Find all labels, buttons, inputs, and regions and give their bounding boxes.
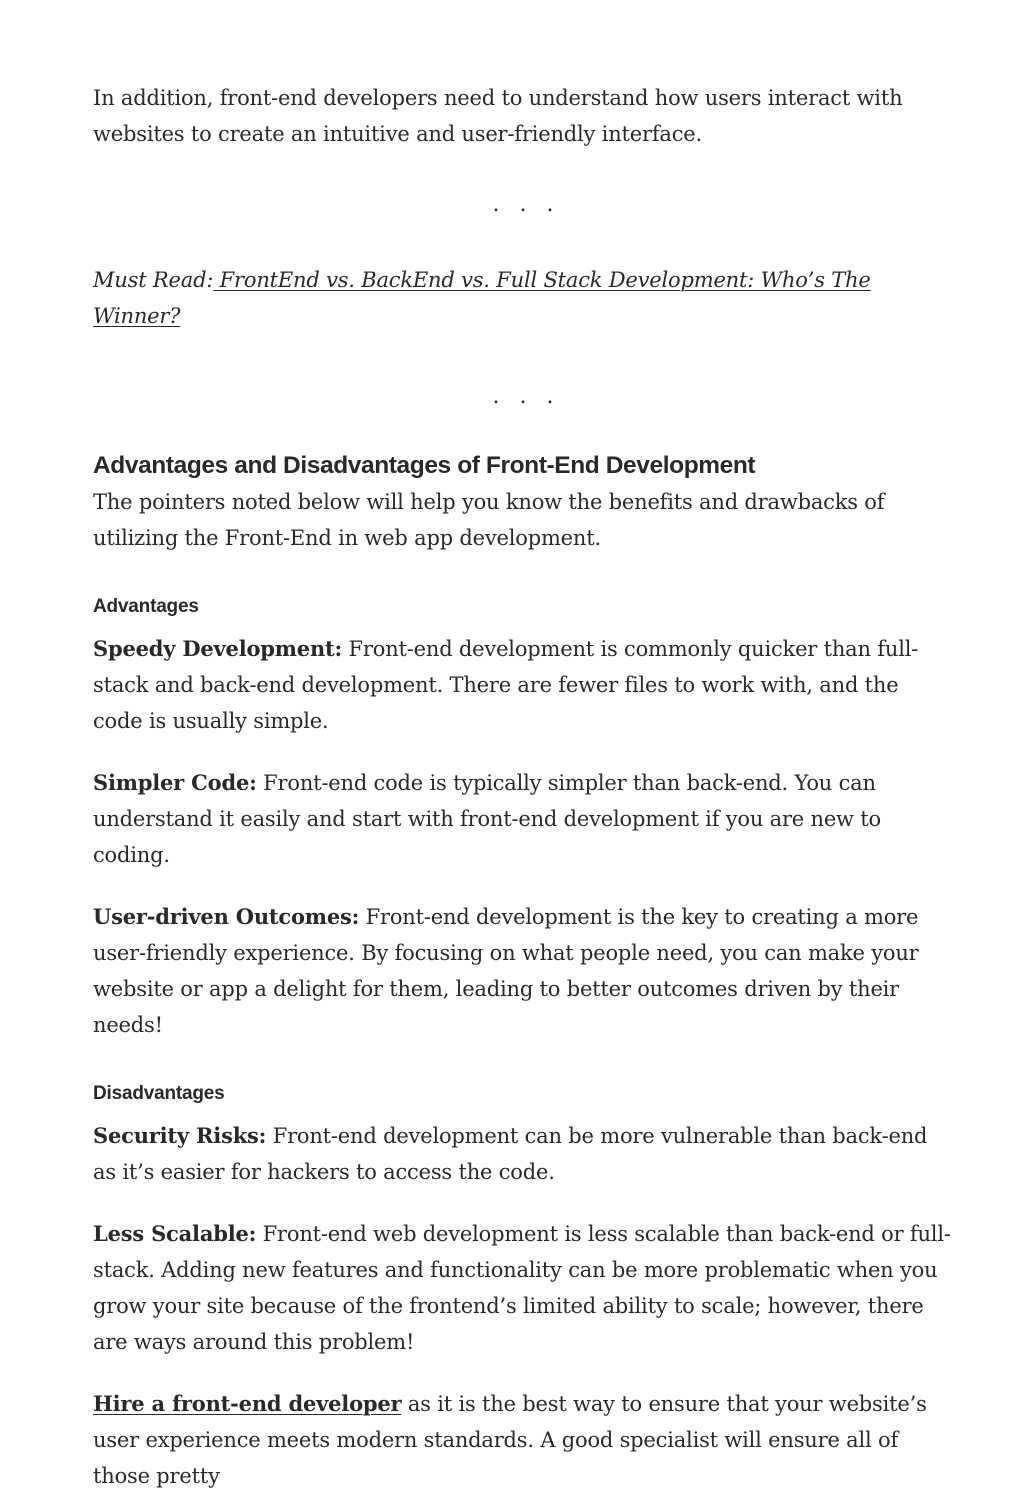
advantage-text: Front-end development is commonly quicker than full-stack and back-end development. There are fewer files to work with, and the code is usually simple.	[93, 637, 919, 733]
section-heading: Advantages and Disadvantages of Front-End Development	[93, 452, 756, 479]
hire-text: as it is the best way to ensure that your website’s user experience meets modern standards. A good specialist will ensure all of those pretty	[93, 1392, 927, 1488]
must-read-paragraph	[93, 262, 953, 334]
must-read-link[interactable]: FrontEnd vs. BackEnd vs. Full Stack Development: Who’s The Winner?	[93, 268, 871, 328]
section-separator: ...	[492, 384, 574, 409]
disadvantage-text: Front-end web development is less scalable than back-end or full-stack. Adding new features and functionality can be more problematic when you grow your site because of the frontend’s limited ability to scale; however, there are ways around this problem!	[93, 1222, 951, 1354]
disadvantage-text: Front-end development can be more vulnerable than back-end as it’s easier for hackers to access the code.	[93, 1124, 928, 1184]
must-read-label: Must Read:	[93, 268, 214, 292]
advantage-item	[93, 765, 953, 873]
advantage-item	[93, 899, 953, 1043]
hire-developer-link[interactable]: Hire a front-end developer	[93, 1391, 402, 1416]
advantage-text: Front-end code is typically simpler than back-end. You can understand it easily and start with front-end development if you are new to coding.	[93, 771, 881, 867]
section-intro: The pointers noted below will help you know the benefits and drawbacks of utilizing the Front-End in web app development.	[93, 490, 885, 550]
advantage-term: Simpler Code:	[93, 770, 257, 795]
disadvantage-item	[93, 1216, 953, 1360]
article-body	[93, 80, 953, 1494]
section-separator: ...	[492, 192, 574, 217]
advantage-term: User-driven Outcomes:	[93, 904, 360, 929]
disadvantage-term: Security Risks:	[93, 1123, 267, 1148]
advantage-text: Front-end development is the key to creating a more user-friendly experience. By focusing on what people need, you can make your website or app a delight for them, leading to better outcomes driven by their needs!	[93, 905, 919, 1037]
advantages-heading: Advantages	[93, 596, 199, 617]
advantage-term: Speedy Development:	[93, 636, 343, 661]
disadvantage-item	[93, 1118, 953, 1190]
disadvantages-heading: Disadvantages	[93, 1083, 225, 1104]
hire-paragraph	[93, 1386, 953, 1494]
intro-paragraph: In addition, front-end developers need to understand how users interact with websites to create an intuitive and user-friendly interface.	[93, 86, 903, 146]
advantage-item	[93, 631, 953, 739]
disadvantage-term: Less Scalable:	[93, 1221, 257, 1246]
